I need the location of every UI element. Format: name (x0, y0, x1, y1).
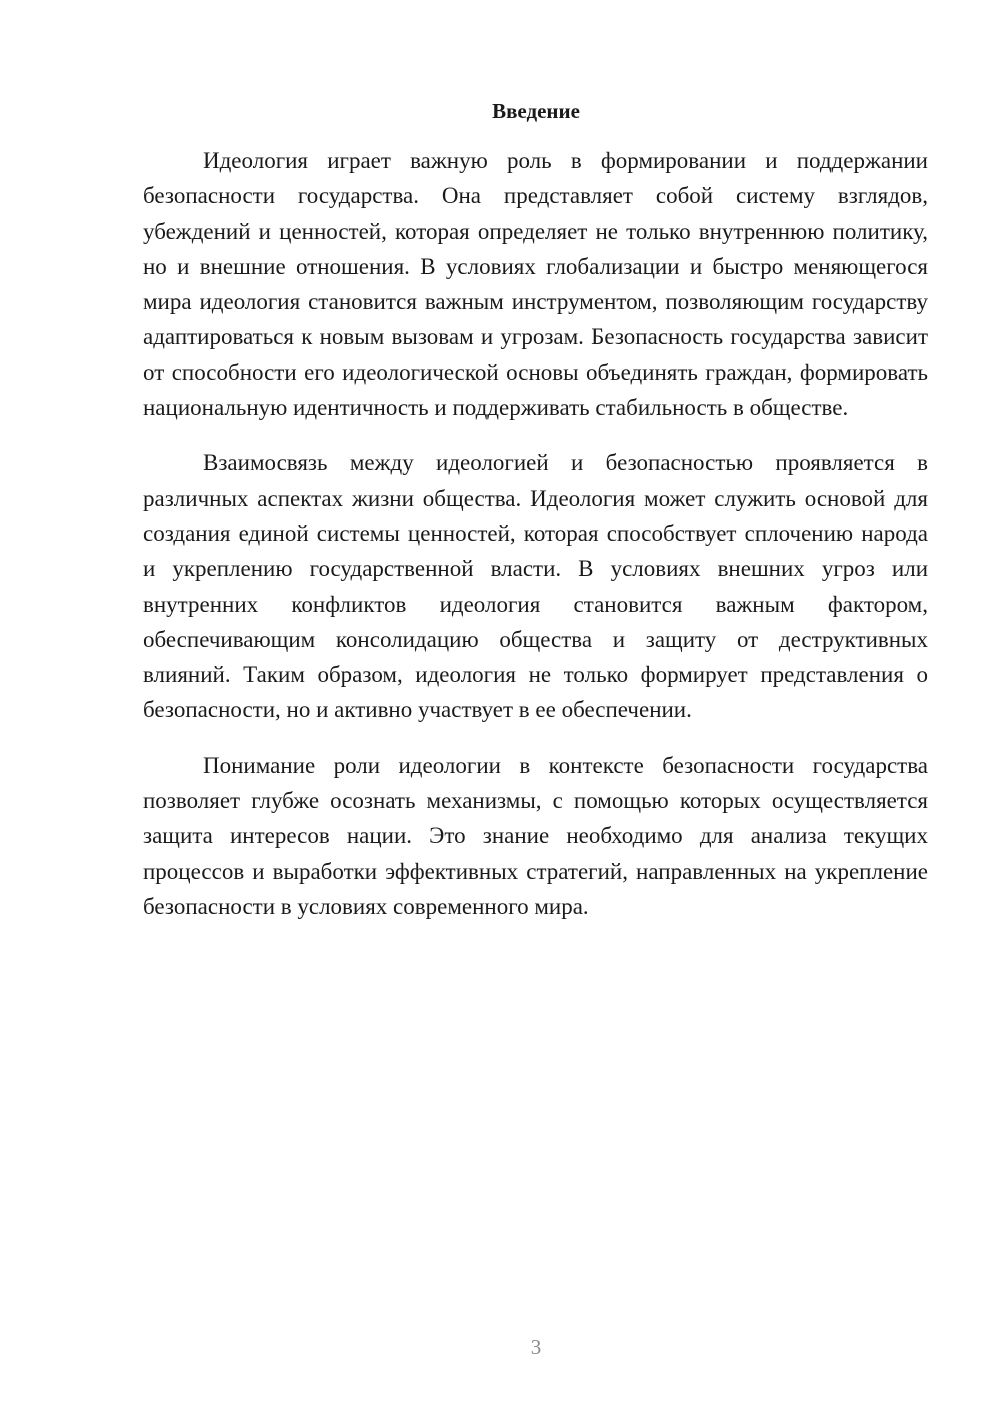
section-heading: Введение (492, 99, 580, 123)
paragraph-2: Взаимосвязь между идеологией и безопасностью проявляется в различных аспектах жизни общества. Идеология может служить основой для создания единой системы ценностей, которая способствует сплочению народа и укреплению государственной власти. В условиях внешних угроз или внутренних конфликтов идеология становится важным фактором, обеспечивающим консолидацию общества и защиту от деструктивных влияний. Таким образом, идеология не только формирует представления о безопасности, но и активно участвует в ее обеспечении. (143, 450, 928, 723)
page-number: 3 (530, 1335, 542, 1359)
paragraph-3: Понимание роли идеологии в контексте безопасности государства позволяет глубже осознать механизмы, с помощью которых осуществляется защита интересов нации. Это знание необходимо для анализа текущих процессов и выработки эффективных стратегий, направленных на укрепление безопасности в условиях современного мира. (143, 752, 928, 919)
paragraph-1: Идеология играет важную роль в формировании и поддержании безопасности государства. Она представляет собой систему взглядов, убеждений и ценностей, которая определяет не только внутреннюю политику, но и внешние отношения. В условиях глобализации и быстро меняющегося мира идеология становится важным инструментом, позволяющим государству адаптироваться к новым вызовам и угрозам. Безопасность государства зависит от способности его идеологической основы объединять граждан, формировать национальную идентичность и поддерживать стабильность в обществе. (143, 148, 928, 421)
body-text (143, 143, 928, 944)
